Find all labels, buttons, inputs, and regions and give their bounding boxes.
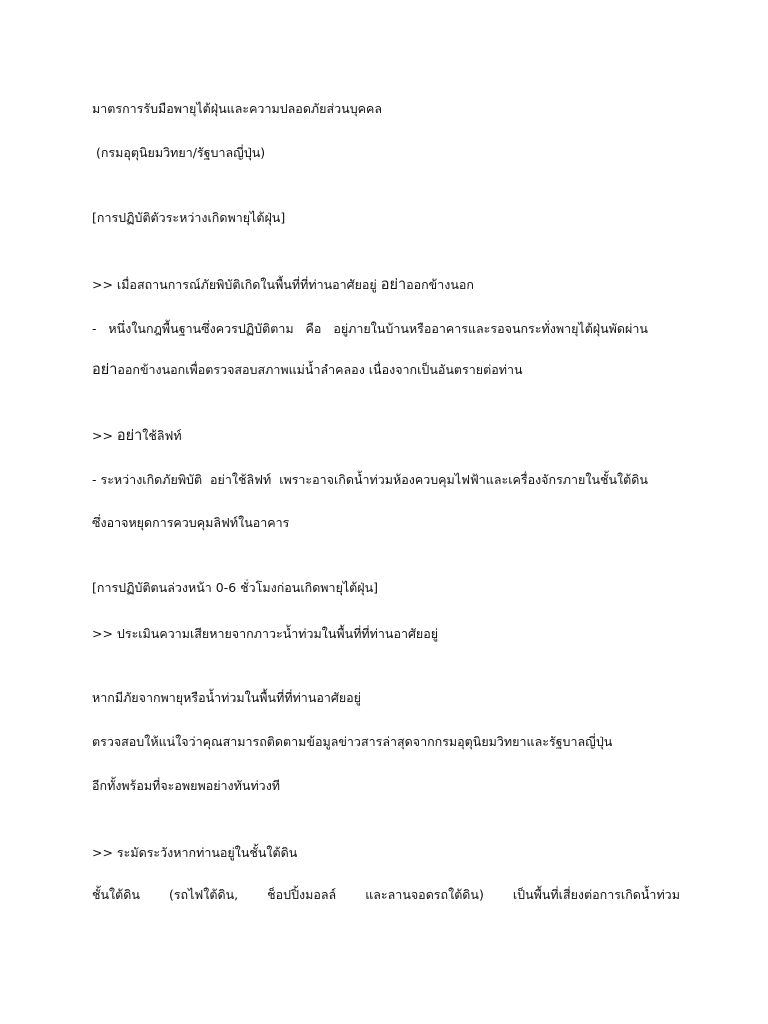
item-heading-no-elevator-tail: ใช้ลิฟท์ — [142, 428, 182, 443]
section-heading-during-typhoon: [การปฏิบัติตัวระหว่างเกิดพายุไต้ฝุ่น] — [92, 210, 286, 225]
item-heading-stay-inside-text: >> เมื่อสถานการณ์ภัยพิบัติเกิดในพื้นที่ที่ท่านอาศัยอยู่ — [92, 277, 381, 292]
item-stay-inside-line-2 — [92, 362, 523, 378]
item-basement-part: ช็อปปิ้งมอลล์ — [267, 887, 337, 902]
item-heading-no-elevator-emphasis: อย่า — [116, 428, 143, 444]
section-heading-before-typhoon: [การปฏิบัติตนล่วงหน้า 0-6 ชั่วโมงก่อนเกิดพายุไต้ฝุ่น] — [92, 580, 379, 595]
item-assess-flood-line-1: หากมีภัยจากพายุหรือน้ำท่วมในพื้นที่ที่ท่านอาศัยอยู่ — [92, 690, 361, 705]
document-title: มาตรการรับมือพายุไต้ฝุ่นและความปลอดภัยส่วนบุคคล — [92, 101, 383, 116]
item-basement-part: เป็นพื้นที่เสี่ยงต่อการเกิดน้ำท่วม — [512, 887, 680, 902]
item-heading-assess-flood: >> ประเมินความเสียหายจากภาวะน้ำท่วมในพื้นที่ที่ท่านอาศัยอยู่ — [92, 626, 439, 641]
item-basement-part: ชั้นใต้ดิน — [92, 887, 140, 902]
item-heading-no-elevator — [92, 428, 182, 444]
item-no-elevator-line-2: ซึ่งอาจหยุดการควบคุมลิฟท์ในอาคาร — [92, 515, 290, 530]
item-stay-inside-line-2-emphasis: อย่า — [92, 362, 118, 378]
item-heading-stay-inside — [92, 277, 474, 293]
item-no-elevator-line-1: - ระหว่างเกิดภัยพิบัติ อย่าใช้ลิฟท์ เพราะอาจเกิดน้ำท่วมห้องควบคุมไฟฟ้าและเครื่องจักรภายในชั้นใต้ดิน — [92, 472, 648, 487]
item-assess-flood-line-2: ตรวจสอบให้แน่ใจว่าคุณสามารถติดตามข้อมูลข่าวสารล่าสุดจากกรมอุตุนิยมวิทยาและรัฐบาลญี่ปุ่น — [92, 734, 613, 749]
item-basement-part: (รถไฟใต้ดิน, — [168, 887, 239, 902]
item-heading-stay-inside-tail: ออกข้างนอก — [406, 277, 474, 292]
item-basement-line-1 — [92, 887, 680, 903]
item-stay-inside-line-2-text: ออกข้างนอกเพื่อตรวจสอบสภาพแม่น้ำลำคลอง เนื่องจากเป็นอันตรายต่อท่าน — [117, 362, 523, 377]
item-basement-part: และลานจอดรถใต้ดิน) — [365, 887, 484, 902]
source-note: (กรมอุตุนิยมวิทยา/รัฐบาลญี่ปุ่น) — [92, 145, 266, 160]
item-stay-inside-line-1: - หนึ่งในกฎพื้นฐานซึ่งควรปฏิบัติตาม คือ อยู่ภายในบ้านหรืออาคารและรอจนกระทั่งพายุไต้ฝุ่นพัดผ่าน — [92, 321, 648, 336]
item-assess-flood-line-3: อีกทั้งพร้อมที่จะอพยพอย่างทันท่วงที — [92, 778, 281, 793]
item-heading-stay-inside-emphasis: อย่า — [380, 277, 407, 293]
item-heading-basement: >> ระมัดระวังหากท่านอยู่ในชั้นใต้ดิน — [92, 845, 298, 860]
item-heading-no-elevator-prefix: >> — [92, 428, 117, 443]
